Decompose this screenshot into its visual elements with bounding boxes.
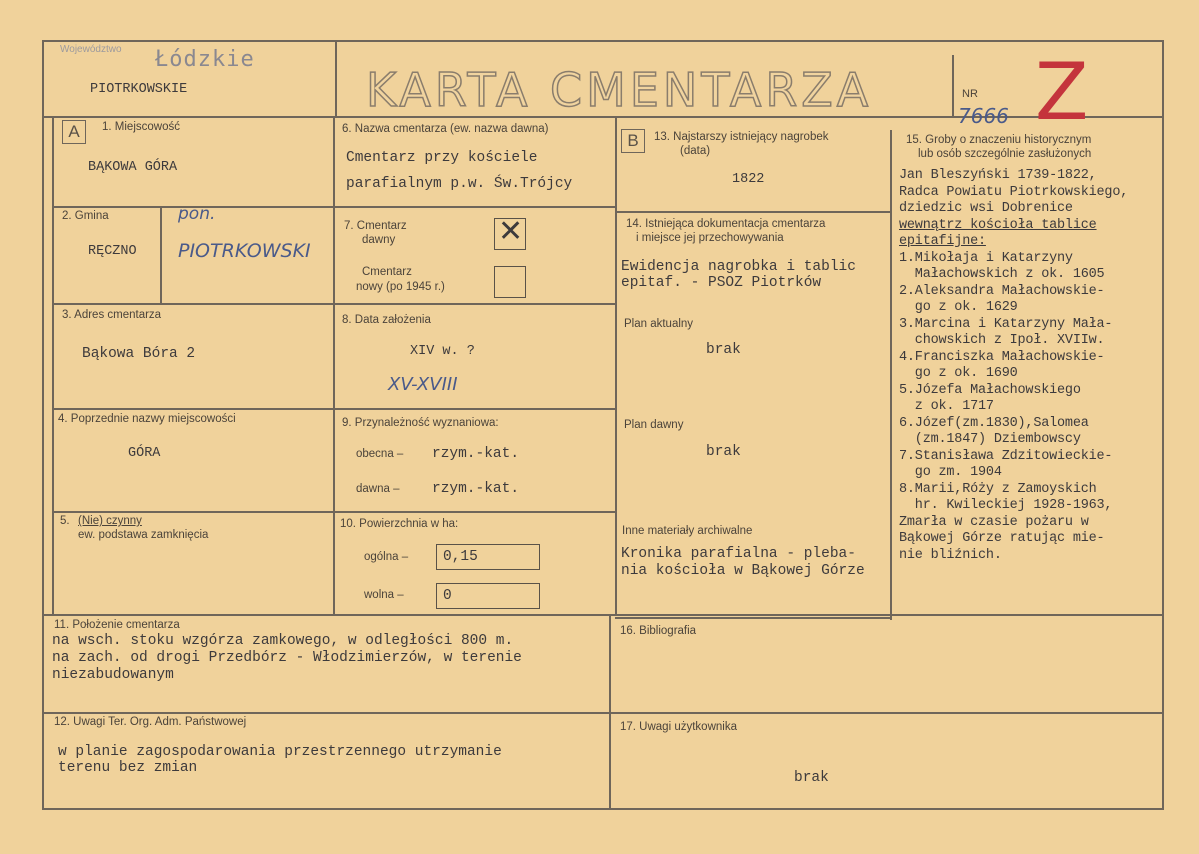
historic-grave-line: epitafijne: bbox=[899, 234, 986, 249]
field-9-obecna-value: rzym.-kat. bbox=[432, 446, 520, 462]
field-11-line1: na wsch. stoku wzgórza zamkowego, w odległości 800 m. bbox=[52, 633, 514, 649]
field-11-line2: na zach. od drogi Przedbórz - Włodzimierzów, w terenie bbox=[52, 650, 522, 666]
historic-grave-line: Bąkowej Górze ratując mie- bbox=[899, 531, 1105, 546]
nr-label: NR bbox=[962, 88, 978, 100]
historic-grave-line: Jan Bleszyński 1739-1822, bbox=[899, 168, 1097, 183]
historic-grave-line: wewnątrz kościoła tablice bbox=[899, 217, 1097, 233]
plan-current-label: Plan aktualny bbox=[624, 318, 694, 330]
field-5-number: 5. bbox=[60, 515, 70, 527]
field-1-value: BĄKOWA GÓRA bbox=[88, 160, 178, 175]
field-7-new-label: Cmentarz bbox=[362, 266, 412, 278]
field-14-label: 14. Istniejąca dokumentacja cmentarza bbox=[626, 218, 826, 230]
plan-current-value: brak bbox=[706, 342, 741, 358]
historic-grave-line: chowskich z Ipoł. XVIIw. bbox=[899, 333, 1105, 348]
field-11-line3: niezabudowanym bbox=[52, 667, 174, 683]
field-12-line2: terenu bez zmian bbox=[58, 760, 198, 776]
other-archives-line2: nia kościoła w Bąkowej Górze bbox=[621, 563, 865, 579]
field-16-label: 16. Bibliografia bbox=[620, 625, 697, 637]
historic-grave-line: nie bliźnich. bbox=[899, 547, 1002, 563]
historic-grave-line: Radca Powiatu Piotrkowskiego, bbox=[899, 184, 1129, 200]
historic-grave-line: z ok. 1717 bbox=[899, 399, 994, 414]
field-8-label: 8. Data założenia bbox=[342, 314, 431, 326]
historic-grave-line: 8.Marii,Róży z Zamoyskich bbox=[899, 481, 1097, 497]
historic-grave-line: hr. Kwileckiej 1928-1963, bbox=[899, 498, 1113, 513]
red-mark: Z bbox=[1035, 48, 1089, 138]
field-2-hand-gmina: PIOTRKOWSKI bbox=[178, 240, 311, 262]
field-2-value: RĘCZNO bbox=[88, 244, 137, 259]
wojewodztwo-stamp: Łódzkie bbox=[155, 47, 255, 72]
field-9-label: 9. Przynależność wyznaniowa: bbox=[342, 417, 499, 429]
card-title: KARTA CMENTARZA bbox=[366, 63, 873, 117]
field-14-line1: Ewidencja nagrobka i tablic bbox=[621, 259, 856, 275]
field-7-label: 7. Cmentarz bbox=[344, 220, 407, 232]
new-cemetery-checkbox[interactable] bbox=[494, 266, 526, 298]
field-8-value: XIV w. ? bbox=[410, 344, 475, 359]
plan-old-value: brak bbox=[706, 444, 741, 460]
historic-grave-line: Małachowskich z ok. 1605 bbox=[899, 267, 1105, 282]
field-6-label: 6. Nazwa cmentarza (ew. nazwa dawna) bbox=[342, 123, 549, 135]
field-13-label: 13. Najstarszy istniejący nagrobek bbox=[654, 131, 829, 143]
field-5-sublabel: ew. podstawa zamknięcia bbox=[78, 529, 209, 541]
historic-grave-line: 2.Aleksandra Małachowskie- bbox=[899, 283, 1105, 299]
field-11-label: 11. Położenie cmentarza bbox=[54, 619, 180, 631]
historic-grave-line: 7.Stanisława Zdzitowieckie- bbox=[899, 448, 1113, 464]
wojewodztwo-label: Województwo bbox=[60, 44, 122, 55]
field-1-label: 1. Miejscowość bbox=[102, 121, 180, 133]
field-10-ogolna-label: ogólna – bbox=[364, 551, 409, 563]
section-b-marker: B bbox=[621, 129, 645, 153]
historic-grave-line: go zm. 1904 bbox=[899, 465, 1002, 480]
field-17-value: brak bbox=[794, 770, 829, 786]
field-5-label: (Nie) czynny bbox=[78, 515, 142, 527]
field-7-new-sublabel: nowy (po 1945 r.) bbox=[356, 281, 445, 293]
field-6-line1: Cmentarz przy kościele bbox=[346, 150, 538, 166]
field-15-sublabel: lub osób szczególnie zasłużonych bbox=[918, 148, 1092, 160]
historic-grave-line: 4.Franciszka Małachowskie- bbox=[899, 349, 1105, 365]
field-14-line2: epitaf. - PSOZ Piotrków bbox=[621, 275, 822, 291]
area-free-field[interactable]: 0 bbox=[436, 583, 540, 609]
field-3-value: Bąkowa Bóra 2 bbox=[82, 346, 196, 362]
field-13-sublabel: (data) bbox=[680, 145, 711, 157]
field-15-label: 15. Groby o znaczeniu historycznym bbox=[906, 134, 1092, 146]
field-4-value: GÓRA bbox=[128, 446, 161, 461]
other-archives-line1: Kronika parafialna - pleba- bbox=[621, 546, 856, 562]
field-13-value: 1822 bbox=[732, 172, 765, 187]
historic-grave-line: (zm.1847) Dziembowscy bbox=[899, 432, 1081, 447]
field-6-line2: parafialnym p.w. Św.Trójcy bbox=[346, 176, 573, 192]
field-14-sublabel: i miejsce jej przechowywania bbox=[636, 232, 784, 244]
field-12-line1: w planie zagospodarowania przestrzennego utrzymanie bbox=[58, 744, 502, 760]
checkbox-cross-mark: ✕ bbox=[498, 215, 524, 248]
field-4-label: 4. Poprzednie nazwy miejscowości bbox=[58, 413, 236, 425]
field-9-dawna-value: rzym.-kat. bbox=[432, 481, 520, 497]
field-10-wolna-label: wolna – bbox=[364, 589, 404, 601]
historic-grave-line: Zmarła w czasie pożaru w bbox=[899, 514, 1089, 530]
historic-grave-line: go z ok. 1629 bbox=[899, 300, 1018, 315]
old-cemetery-checkbox[interactable] bbox=[494, 215, 526, 250]
historic-grave-line: 3.Marcina i Katarzyny Mała- bbox=[899, 316, 1113, 332]
historic-grave-line: 5.Józefa Małachowskiego bbox=[899, 382, 1081, 398]
historic-grave-line: go z ok. 1690 bbox=[899, 366, 1018, 381]
field-17-label: 17. Uwagi użytkownika bbox=[620, 721, 737, 733]
field-3-label: 3. Adres cmentarza bbox=[62, 309, 162, 321]
powiat-value: PIOTRKOWSKIE bbox=[90, 82, 188, 97]
section-a-marker: A bbox=[62, 120, 86, 144]
plan-old-label: Plan dawny bbox=[624, 419, 684, 431]
area-total-field[interactable]: 0,15 bbox=[436, 544, 540, 570]
field-9-obecna-label: obecna – bbox=[356, 448, 404, 460]
field-8-hand-note: XV-XVIII bbox=[388, 374, 458, 395]
field-2-hand-note: pon. bbox=[178, 204, 216, 224]
other-archives-label: Inne materiały archiwalne bbox=[622, 525, 753, 537]
field-2-label: 2. Gmina bbox=[62, 210, 109, 222]
historic-grave-line: dziedzic wsi Dobrenice bbox=[899, 201, 1073, 216]
field-9-dawna-label: dawna – bbox=[356, 483, 400, 495]
historic-grave-line: 6.Józef(zm.1830),Salomea bbox=[899, 415, 1089, 431]
field-10-label: 10. Powierzchnia w ha: bbox=[340, 518, 459, 530]
historic-grave-line: 1.Mikołaja i Katarzyny bbox=[899, 250, 1073, 266]
historic-graves-list bbox=[899, 168, 1159, 564]
field-7-label-dawny: dawny bbox=[362, 234, 396, 246]
nr-value: 7666 bbox=[958, 104, 1009, 128]
field-12-label: 12. Uwagi Ter. Org. Adm. Państwowej bbox=[54, 716, 247, 728]
